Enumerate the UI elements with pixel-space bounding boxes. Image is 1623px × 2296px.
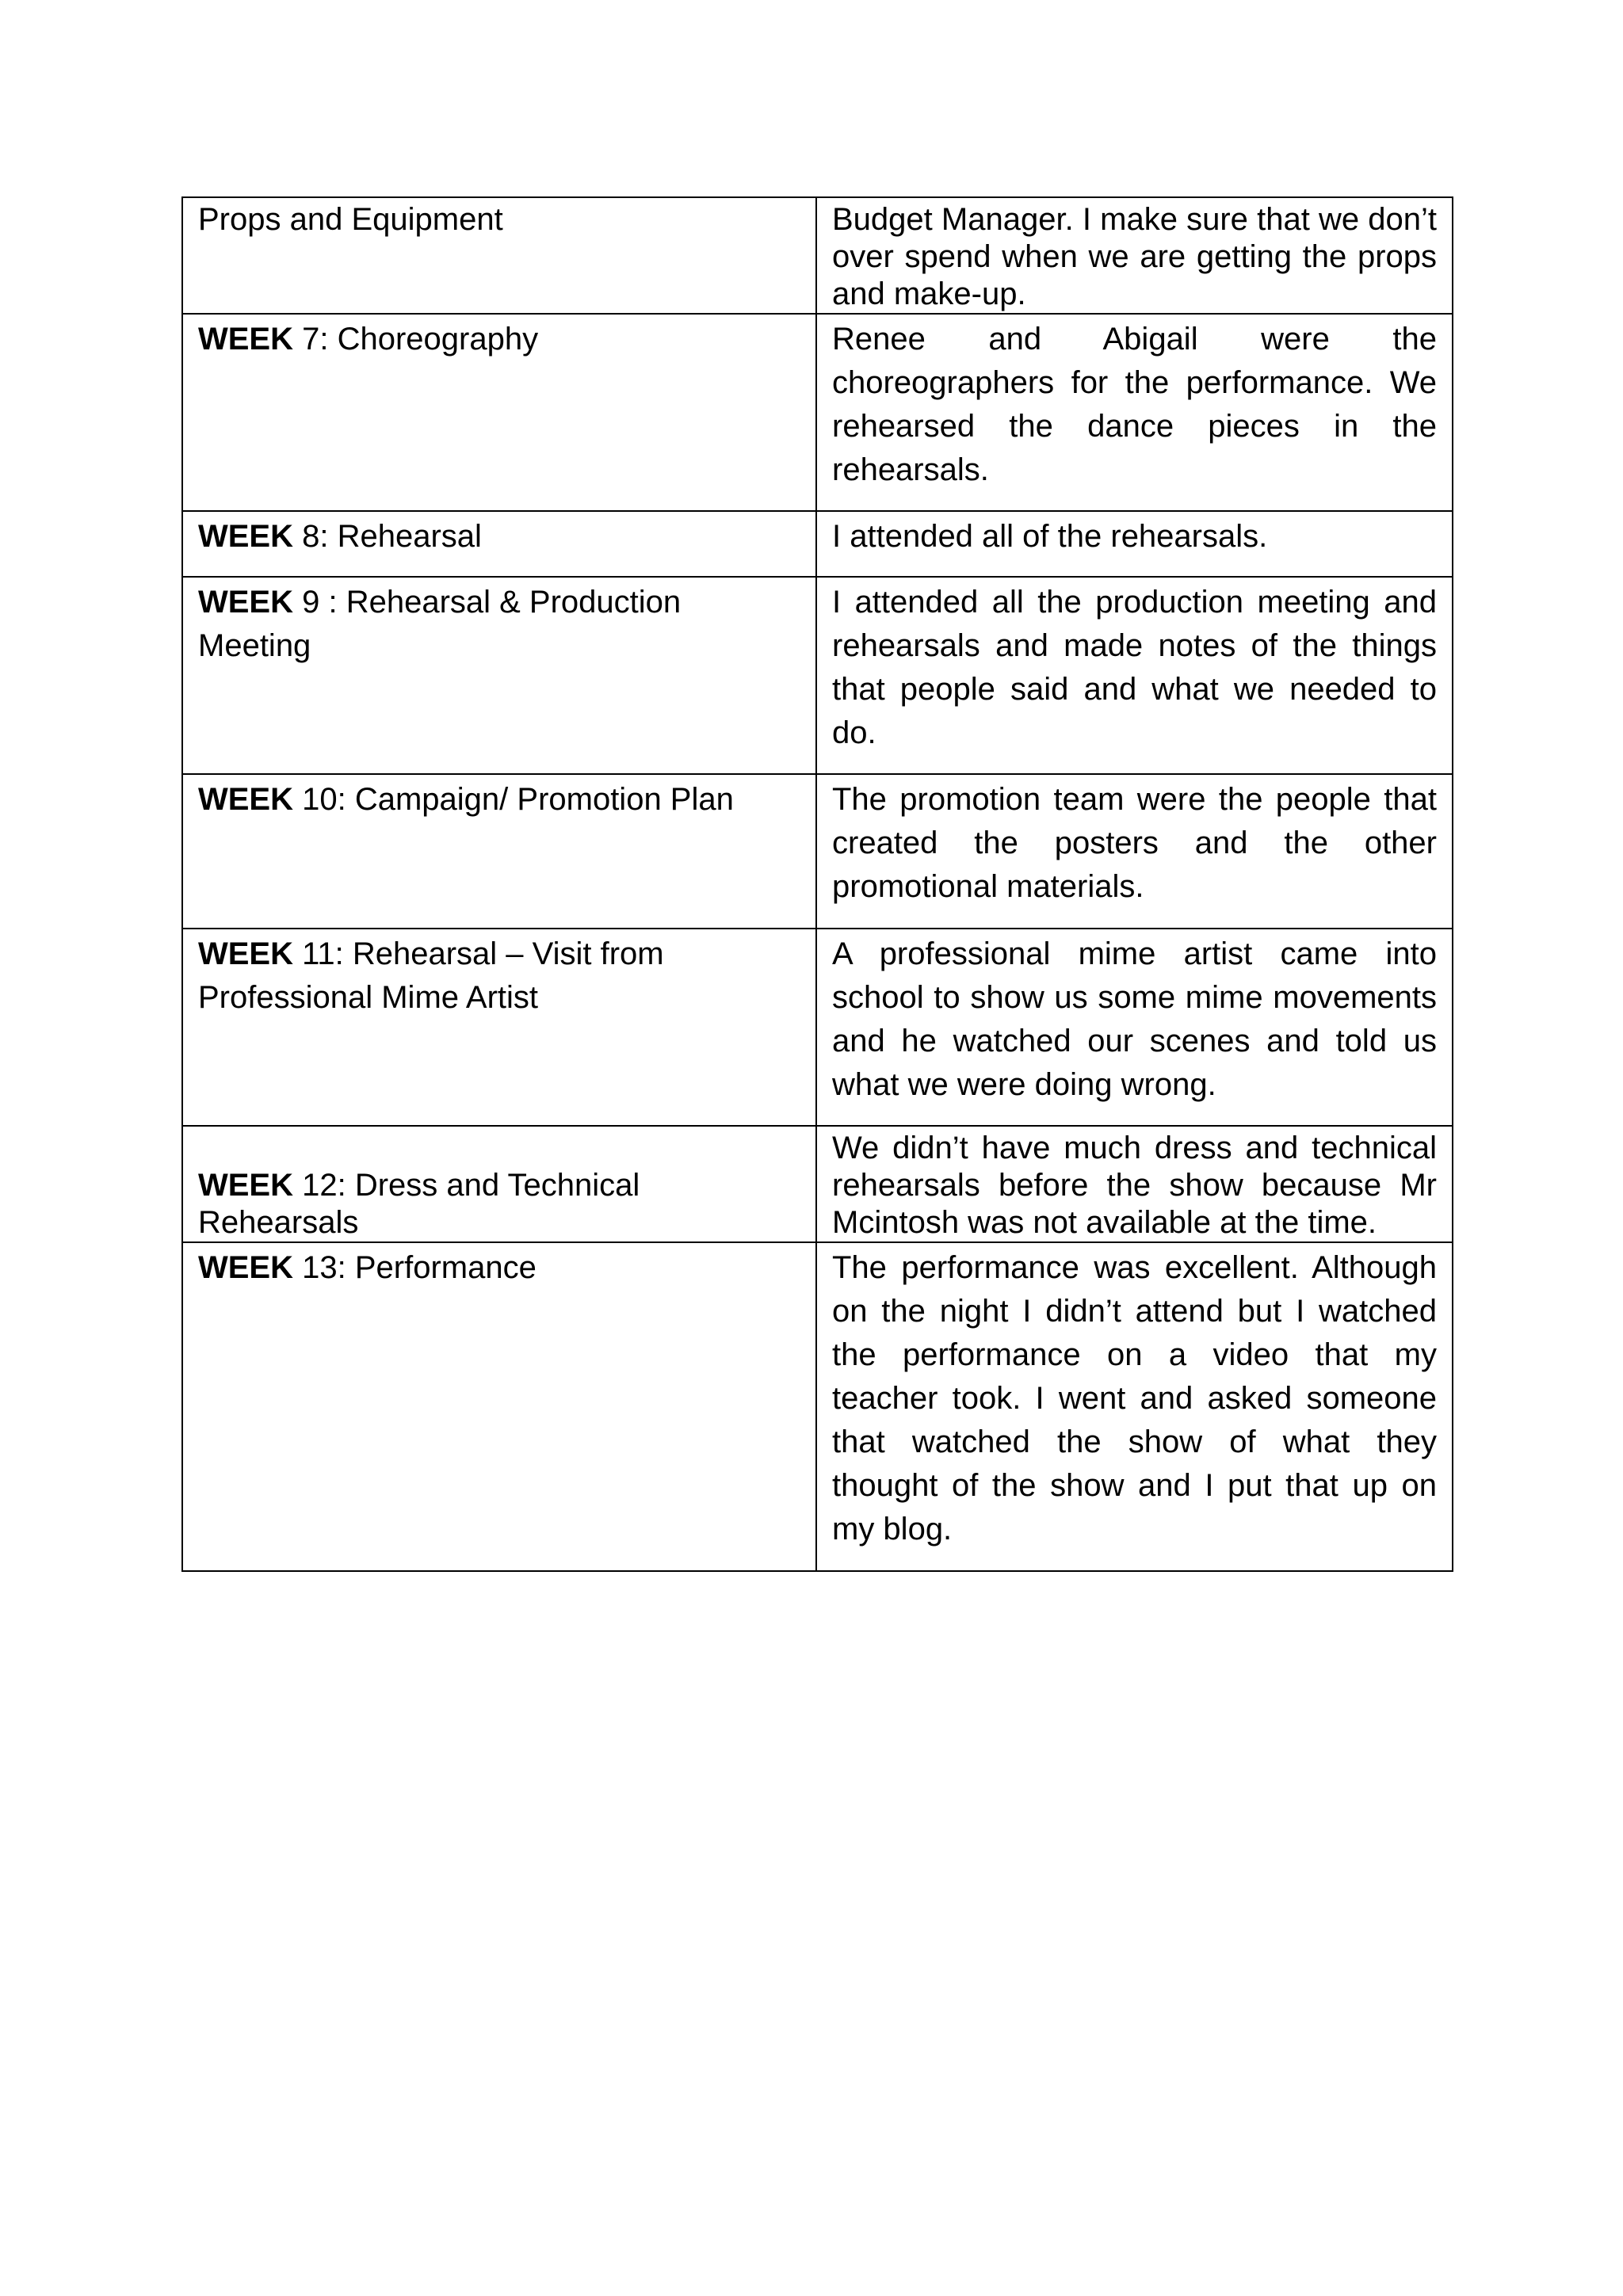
table-row — [182, 197, 1453, 314]
activity-table — [181, 196, 1453, 1572]
week-title: Props and Equipment — [198, 202, 503, 237]
right-cell — [816, 1242, 1453, 1571]
right-cell — [816, 511, 1453, 577]
left-cell — [182, 1242, 816, 1571]
description-text: Budget Manager. I make sure that we don’t over spend when we are getting the props and make-up. — [832, 202, 1437, 311]
week-title: 11: Rehearsal – Visit from Professional Mime Artist — [198, 936, 664, 1015]
week-label: WEEK — [198, 322, 293, 357]
right-cell — [816, 197, 1453, 314]
description-text: The performance was excellent. Although on the night I didn’t attend but I watched the performance on a video that my teacher took. I went and asked someone that watched the show of what they thought of the show and I put that up on my blog. — [832, 1250, 1437, 1547]
description-text: I attended all the production meeting and rehearsals and made notes of the things that people said and what we needed to do. — [832, 585, 1437, 750]
week-title: 13: Performance — [293, 1250, 537, 1285]
left-cell — [182, 314, 816, 511]
table-row — [182, 511, 1453, 577]
week-label: WEEK — [198, 936, 293, 971]
left-cell — [182, 929, 816, 1126]
week-title: 12: Dress and Technical Rehearsals — [198, 1168, 640, 1240]
right-cell — [816, 1126, 1453, 1242]
right-cell — [816, 314, 1453, 511]
week-label: WEEK — [198, 1168, 293, 1203]
right-cell — [816, 929, 1453, 1126]
week-title: 9 : Rehearsal & Production Meeting — [198, 585, 682, 663]
description-text: I attended all of the rehearsals. — [832, 519, 1268, 554]
right-cell — [816, 577, 1453, 774]
description-text: The promotion team were the people that created the posters and the other promotional materials. — [832, 782, 1437, 904]
week-label: WEEK — [198, 585, 293, 620]
description-text: A professional mime artist came into school to show us some mime movements and he watched our scenes and told us what we were doing wrong. — [832, 936, 1437, 1102]
left-cell — [182, 1126, 816, 1242]
week-title: 10: Campaign/ Promotion Plan — [293, 782, 734, 817]
week-label: WEEK — [198, 1250, 293, 1285]
week-label: WEEK — [198, 782, 293, 817]
left-cell — [182, 577, 816, 774]
right-cell — [816, 774, 1453, 929]
left-cell — [182, 774, 816, 929]
week-label: WEEK — [198, 519, 293, 554]
table-row — [182, 314, 1453, 511]
description-text: Renee and Abigail were the choreographers for the performance. We rehearsed the dance pieces in the rehearsals. — [832, 322, 1437, 487]
description-text: We didn’t have much dress and technical rehearsals before the show because Mr Mcintosh was not available at the time. — [832, 1131, 1437, 1240]
left-cell — [182, 197, 816, 314]
table-row — [182, 774, 1453, 929]
table-row — [182, 1242, 1453, 1571]
table-row — [182, 929, 1453, 1126]
table-row — [182, 1126, 1453, 1242]
week-title: 7: Choreography — [293, 322, 539, 357]
week-title: 8: Rehearsal — [293, 519, 482, 554]
left-cell — [182, 511, 816, 577]
table-row — [182, 577, 1453, 774]
